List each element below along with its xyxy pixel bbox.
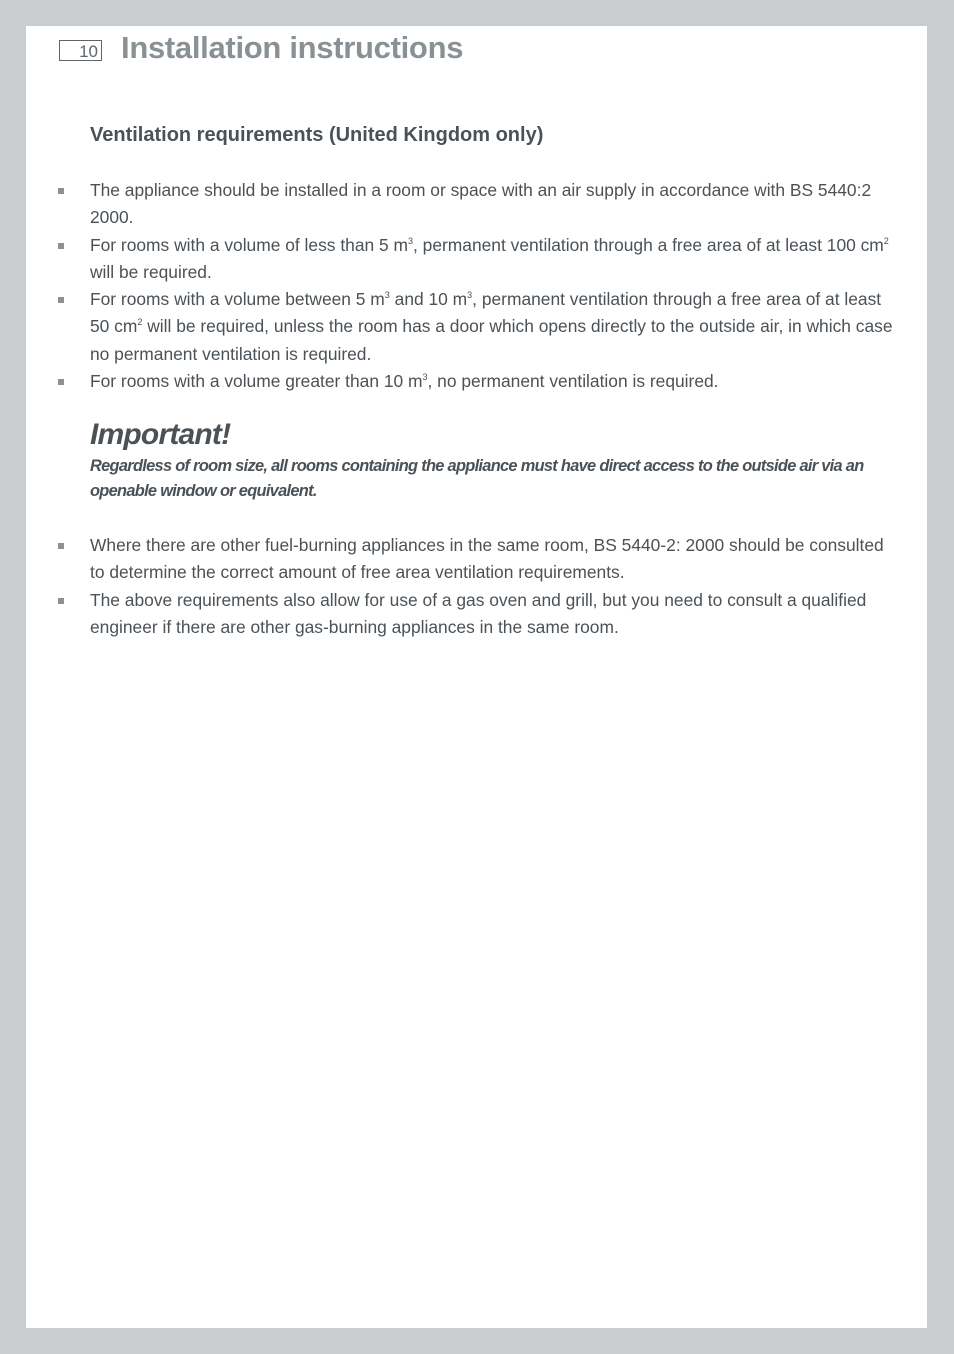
- square-bullet-icon: [58, 297, 64, 303]
- page-title: Installation instructions: [121, 30, 464, 65]
- list-item-text: For rooms with a volume between 5 m: [90, 289, 385, 310]
- list-item: [56, 177, 901, 232]
- section-heading: Ventilation requirements (United Kingdom only): [90, 124, 544, 146]
- superscript: 3: [467, 290, 473, 301]
- important-note: Regardless of room size, all rooms containing the appliance must have direct access to the outside air via an openable window or equivalent.: [90, 457, 864, 500]
- list-item: [56, 587, 901, 642]
- list-item-text: For rooms with a volume greater than 10 m: [90, 371, 423, 392]
- list-item-text: The appliance should be installed in a room or space with an air supply in accordance with BS 5440:2 2000.: [90, 180, 872, 228]
- list-item-text: Where there are other fuel-burning appliances in the same room, BS 5440-2: 2000 should be consulted to determine the correct amount of free area ventilation requirements.: [90, 535, 884, 583]
- superscript: 3: [422, 372, 428, 383]
- square-bullet-icon: [58, 243, 64, 249]
- square-bullet-icon: [58, 379, 64, 385]
- superscript: 3: [407, 235, 413, 246]
- additional-requirements-list: [56, 532, 901, 641]
- list-item-text: , no permanent ventilation is required.: [427, 371, 719, 392]
- list-item: [56, 286, 901, 368]
- important-heading: Important!: [90, 418, 231, 451]
- superscript: 2: [137, 317, 143, 328]
- document-page: [26, 26, 927, 1328]
- list-item-text: , permanent ventilation through a free area of at least 100 cm: [413, 234, 884, 255]
- square-bullet-icon: [58, 543, 64, 549]
- list-item: [56, 368, 901, 395]
- page-number: 10: [59, 40, 102, 61]
- list-item-text: The above requirements also allow for use of a gas oven and grill, but you need to consult a qualified engineer if there are other gas-burning appliances in the same room.: [90, 589, 867, 637]
- superscript: 3: [384, 290, 390, 301]
- ventilation-list: [56, 177, 901, 395]
- list-item: [56, 232, 901, 287]
- square-bullet-icon: [58, 598, 64, 604]
- list-item-text: For rooms with a volume of less than 5 m: [90, 234, 408, 255]
- list-item: [56, 532, 901, 587]
- list-item-text: will be required.: [90, 261, 212, 282]
- list-item-text: , permanent ventilation through a free area of at least 50 cm: [90, 289, 882, 337]
- square-bullet-icon: [58, 188, 64, 194]
- superscript: 2: [883, 235, 889, 246]
- list-item-text: will be required, unless the room has a door which opens directly to the outside air, in which case no permanent ventilation is required.: [90, 316, 893, 364]
- list-item-text: and 10 m: [389, 289, 468, 310]
